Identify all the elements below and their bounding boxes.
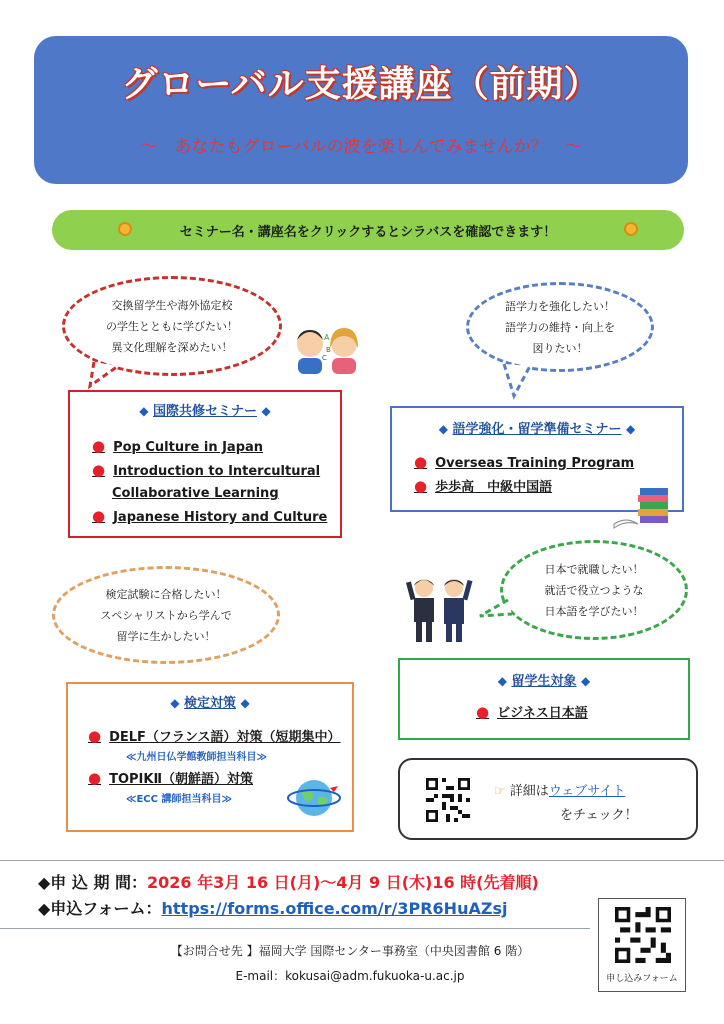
bubble-line: 交換留学生や海外協定校: [111, 298, 233, 312]
page-title: グローバル支援講座（前期）: [121, 64, 601, 105]
contact-info: [110, 942, 590, 984]
bullet-icon: ●: [88, 727, 102, 745]
diamond-icon: ◆: [240, 696, 250, 710]
bullet-icon: ●: [88, 769, 102, 787]
bullet-icon: ●: [414, 477, 428, 495]
bubble-line: 異文化理解を深めたい！: [111, 340, 233, 354]
course-note: ≪ECC 講師担当科目≫: [126, 794, 232, 805]
businesspeople-icon: [404, 574, 474, 644]
website-link[interactable]: ウェブサイト: [548, 784, 626, 799]
bubble-line: 検定試験に合格したい！: [105, 587, 227, 601]
course-link[interactable]: ● Japanese History and Culture: [92, 507, 328, 525]
seminar-link-language[interactable]: 語学強化・留学準備セミナー: [452, 422, 622, 437]
seminar-title-exam[interactable]: [68, 692, 352, 711]
course-note: ≪九州日仏学館教師担当科目≫: [126, 752, 267, 763]
contact-office: 【お問合せ先 】福岡大学 国際センター事務室（中央図書館 6 階）: [170, 944, 530, 958]
diamond-icon: ◆: [626, 422, 636, 436]
application-form: [38, 896, 507, 919]
notice-text: セミナー名・講座名をクリックするとシラバスを確認できます！: [179, 225, 557, 240]
divider: [0, 928, 590, 929]
seminar-box-intercultural: [68, 390, 342, 538]
bullet-icon: ●: [414, 453, 428, 471]
books-icon: [612, 484, 672, 532]
bubble-tail: [88, 360, 128, 390]
seminar-title-intercultural[interactable]: [70, 400, 340, 419]
header-banner: [34, 36, 688, 184]
diamond-icon: ◆: [170, 696, 180, 710]
students-talking-icon: [292, 318, 362, 374]
bullet-icon: ●: [92, 461, 106, 479]
seminar-title-language[interactable]: [392, 418, 682, 437]
bubble-tail: [500, 362, 540, 402]
bullet-icon: ●: [92, 507, 106, 525]
divider: [0, 860, 724, 861]
website-qr-code[interactable]: [426, 778, 470, 822]
form-url-link[interactable]: https://forms.office.com/r/3PR6HuAZsj: [161, 899, 508, 918]
svg-text:B: B: [326, 346, 331, 354]
pointing-hand-icon: ☞: [494, 784, 506, 799]
bubble-line: 日本で就職したい！: [544, 562, 644, 576]
bubble-line: 日本語を学びたい！: [544, 604, 644, 618]
page-subtitle: ～ あなたもグローバルの波を楽しんでみませんか？ ～: [140, 137, 582, 157]
seminar-title-international-students[interactable]: [400, 670, 688, 689]
bubble-line: スペシャリストから学んで: [100, 608, 232, 622]
application-qr-code[interactable]: [615, 907, 671, 963]
bubble-tail: [478, 596, 518, 626]
website-text: [494, 780, 625, 799]
bubble-line: 留学に生かしたい！: [116, 629, 216, 643]
bullet-icon: ●: [92, 437, 106, 455]
globe-airplane-icon: [286, 774, 342, 822]
diamond-icon: ◆: [139, 404, 149, 418]
course-link[interactable]: ● 歩歩高 中級中国語: [414, 477, 553, 495]
course-link[interactable]: ● Overseas Training Program: [414, 453, 635, 471]
website-check-text: をチェック！: [560, 808, 638, 823]
bubble-line: の学生とともに学びたい！: [106, 319, 238, 333]
diamond-icon: ◆: [261, 404, 271, 418]
seminar-box-international-students: [398, 658, 690, 740]
syllabus-notice: [52, 210, 684, 250]
coin-icon: [624, 222, 638, 236]
application-qr-box: [598, 898, 686, 992]
speech-bubble-language: [466, 282, 654, 372]
contact-email: E-mail：kokusai@adm.fukuoka-u.ac.jp: [235, 969, 465, 983]
course-link-topik[interactable]: ● TOPIKⅡ（朝鮮語）対策: [88, 769, 254, 787]
bullet-icon: ●: [476, 703, 490, 721]
seminar-link-intercultural[interactable]: 国際共修セミナー: [152, 404, 257, 419]
course-link[interactable]: ● Pop Culture in Japan: [92, 437, 264, 455]
bubble-line: 就活で役立つような: [544, 583, 644, 597]
qr-caption: 申し込みフォーム: [606, 974, 678, 984]
seminar-link-exam[interactable]: 検定対策: [183, 696, 236, 711]
speech-bubble-job: [500, 540, 688, 640]
period-label: ◆申 込 期 間：: [38, 873, 148, 892]
website-prefix: 詳細は: [509, 784, 549, 799]
seminar-link-international-students[interactable]: 留学生対象: [511, 674, 577, 689]
course-link[interactable]: Collaborative Learning: [112, 486, 279, 501]
svg-text:A: A: [324, 333, 330, 342]
bubble-line: 語学力を強化したい！: [505, 299, 615, 313]
speech-bubble-exam: [52, 566, 280, 664]
diamond-icon: ◆: [497, 674, 507, 688]
application-period: [38, 870, 539, 893]
website-box: [398, 758, 698, 840]
diamond-icon: ◆: [438, 422, 448, 436]
form-label: ◆申込フォーム：: [38, 899, 162, 918]
course-link[interactable]: ● Introduction to Intercultural: [92, 461, 321, 479]
course-link[interactable]: ● ビジネス日本語: [476, 703, 588, 721]
diamond-icon: ◆: [581, 674, 591, 688]
svg-text:C: C: [322, 354, 327, 362]
course-link-delf[interactable]: ● DELF（フランス語）対策（短期集中）: [88, 727, 341, 745]
bubble-line: 語学力の維持・向上を: [505, 320, 615, 334]
period-value: 2026 年3月 16 日(月)～4月 9 日(木)16 時(先着順): [147, 873, 539, 892]
bubble-line: 図りたい！: [532, 341, 588, 355]
